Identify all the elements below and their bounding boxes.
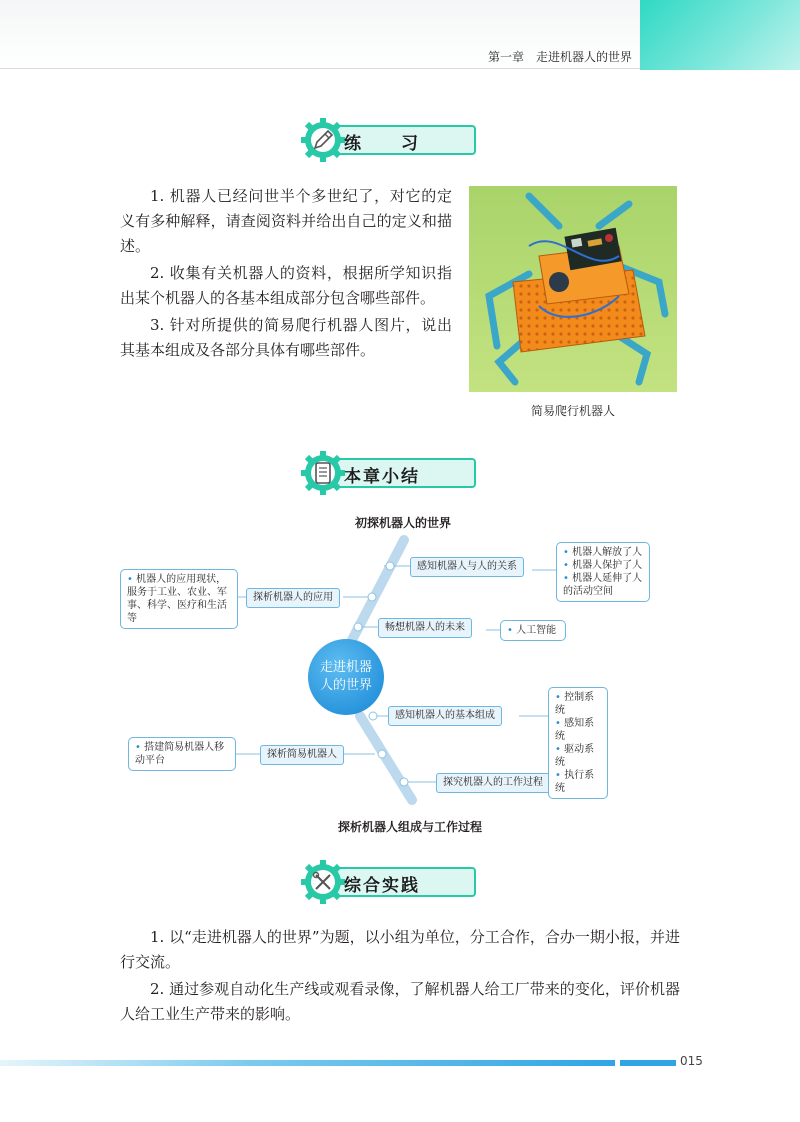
- practice-banner: [300, 859, 478, 905]
- practice-list: [120, 925, 680, 1029]
- leaf-item: • 机器人保护了人: [563, 559, 643, 572]
- summary-title: 本章小结: [344, 467, 420, 487]
- node-future: 畅想机器人的未来: [378, 618, 472, 638]
- node-composition: 感知机器人的基本组成: [388, 706, 502, 726]
- exercise-item-2: 2. 收集有关机器人的资料，根据所学知识指出某个机器人的各基本组成部分包含哪些部件。: [120, 264, 452, 307]
- leaf-item: • 人工智能: [507, 624, 559, 637]
- chapter-running-head: 第一章 走进机器人的世界: [487, 50, 632, 64]
- practice-title: 综合实践: [344, 876, 420, 896]
- node-work-process: 探究机器人的工作过程: [436, 773, 550, 793]
- exercises-title: 练 习: [344, 134, 420, 154]
- mindmap-bottom-title: 探析机器人组成与工作过程: [338, 820, 483, 834]
- leaf-composition: [548, 687, 608, 799]
- node-simple-robot: 探析简易机器人: [260, 745, 344, 765]
- tools-icon: [300, 859, 346, 905]
- leaf-relation: [556, 542, 650, 602]
- node-relation: 感知机器人与人的关系: [410, 557, 524, 577]
- footer-bar: [0, 1060, 615, 1066]
- footer-bar-accent: [620, 1060, 676, 1066]
- leaf-item: • 机器人解放了人: [563, 546, 643, 559]
- leaf-item: • 控制系统: [555, 691, 601, 717]
- leaf-simple-robot: [128, 737, 236, 771]
- mindmap-center-node: [308, 639, 384, 715]
- practice-item-2: 2. 通过参观自动化生产线或观看录像，了解机器人给工厂带来的变化，评价机器人给工业生产带来的影响。: [120, 980, 680, 1023]
- mindmap-top-title: 初探机器人的世界: [355, 516, 452, 530]
- leaf-item: • 驱动系统: [555, 743, 601, 769]
- leaf-item: • 机器人的应用现状，服务于工业、农业、军事、科学、医疗和生活等: [127, 573, 231, 625]
- photo-caption: 简易爬行机器人: [530, 404, 615, 418]
- leaf-application: [120, 569, 238, 629]
- leaf-item: • 感知系统: [555, 717, 601, 743]
- center-label: 走进机器人的世界: [319, 660, 372, 693]
- page-number: 015: [680, 1054, 703, 1068]
- leaf-item: • 搭建简易机器人移动平台: [135, 741, 229, 767]
- exercise-item-3: 3. 针对所提供的简易爬行机器人图片，说出其基本组成及各部分具体有哪些部件。: [120, 316, 452, 359]
- node-application: 探析机器人的应用: [246, 588, 340, 608]
- leaf-item: • 机器人延伸了人的活动空间: [563, 572, 643, 598]
- practice-item-1: 1. 以“走进机器人的世界”为题，以小组为单位，分工合作，合办一期小报，并进行交流。: [120, 928, 680, 971]
- leaf-item: • 执行系统: [555, 769, 601, 795]
- exercise-item-1: 1. 机器人已经问世半个多世纪了，对它的定义有多种解释，请查阅资料并给出自己的定义和描述。: [120, 187, 452, 255]
- leaf-future: [500, 620, 566, 641]
